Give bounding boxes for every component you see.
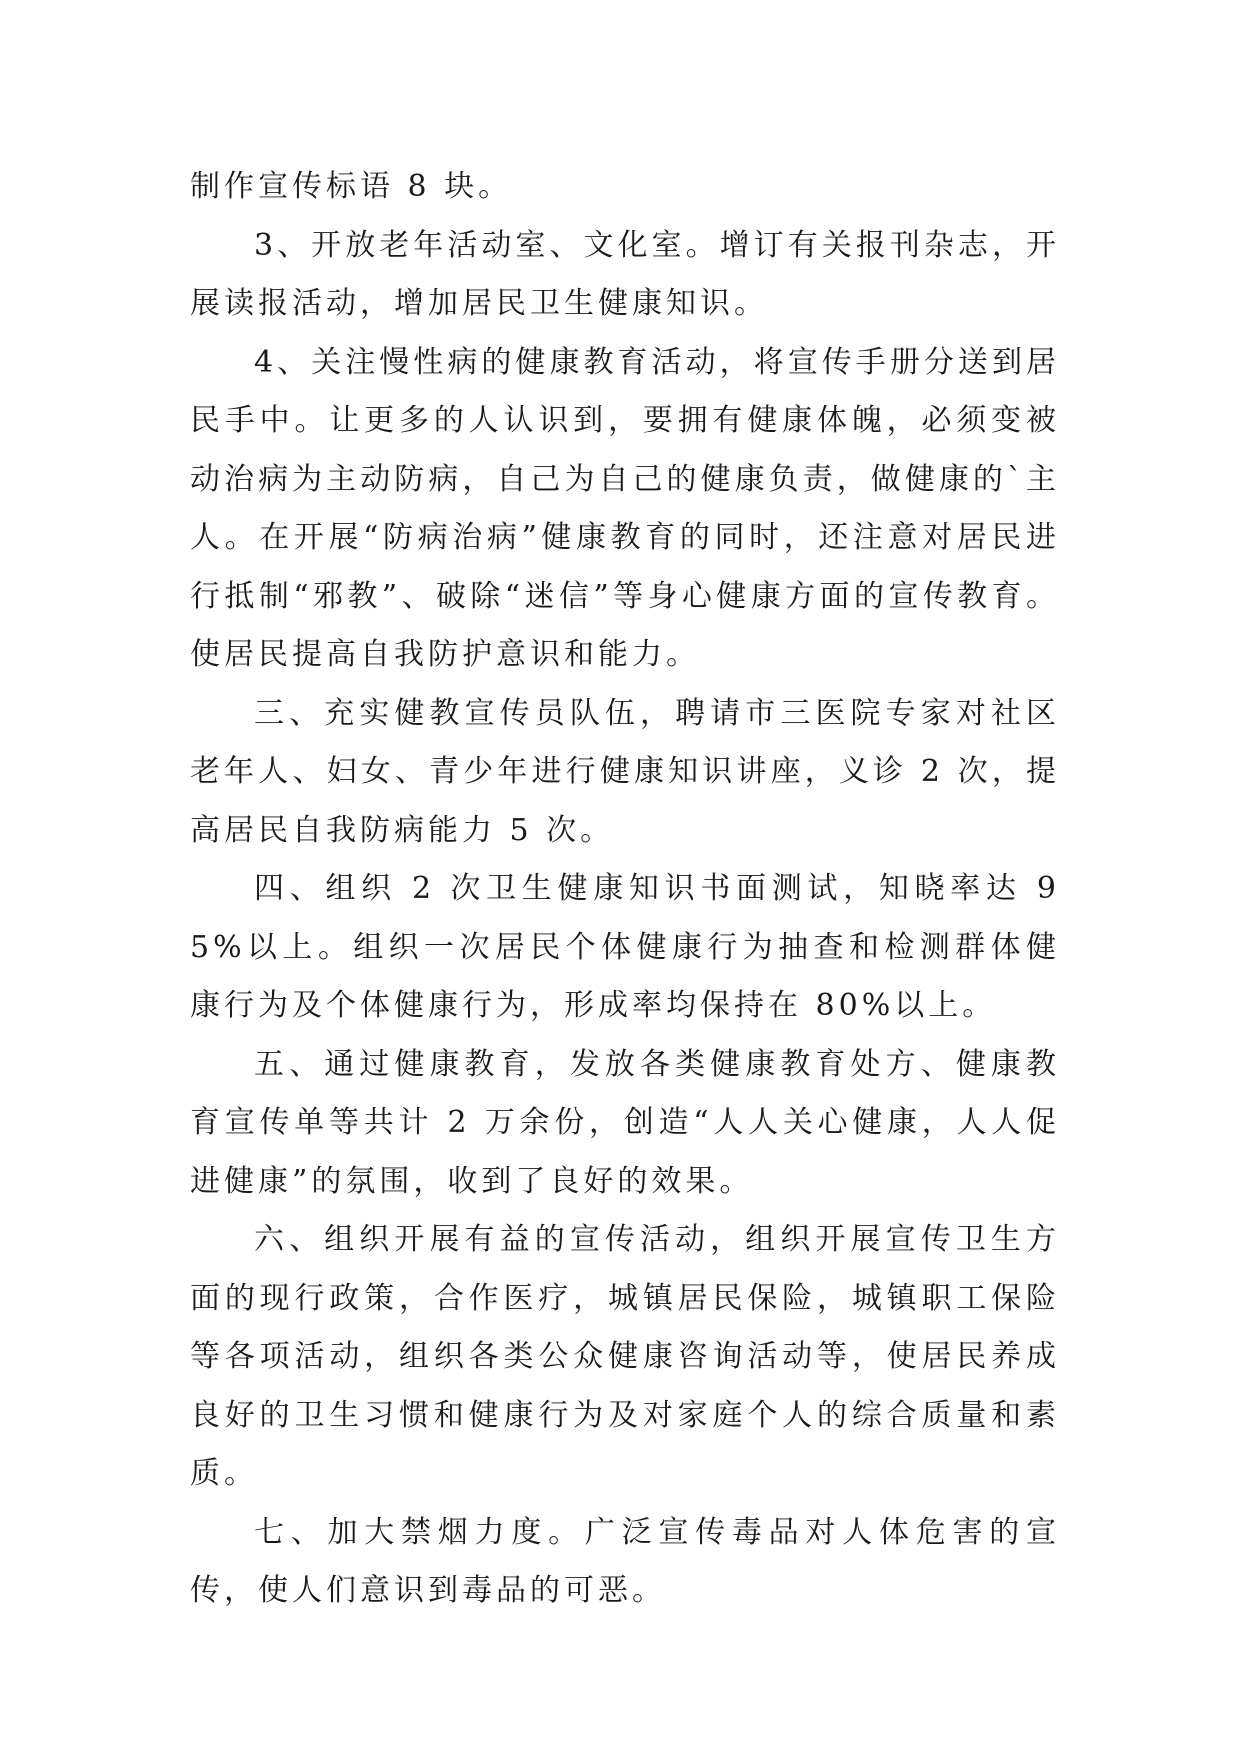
paragraph-section-7: 七、加大禁烟力度。广泛宣传毒品对人体危害的宣传，使人们意识到毒品的可恶。 [190, 1514, 1060, 1608]
paragraph-section-5: 五、通过健康教育，发放各类健康教育处方、健康教育宣传单等共计 2 万余份，创造“人人关心健康，人人促进健康”的氛围，收到了良好的效果。 [190, 1046, 1060, 1199]
paragraph-section-4: 四、组织 2 次卫生健康知识书面测试，知晓率达 95%以上。组织一次居民个体健康行为抽查和检测群体健康行为及个体健康行为，形成率均保持在 80%以上。 [190, 871, 1060, 1023]
paragraph-section-3: 三、充实健教宣传员队伍，聘请市三医院专家对社区老年人、妇女、青少年进行健康知识讲座，义诊 2 次，提高居民自我防病能力 5 次。 [190, 695, 1060, 848]
document-body [190, 158, 1060, 1621]
paragraph-slogans: 制作宣传标语 8 块。 [190, 169, 513, 204]
paragraph-item-3: 3、开放老年活动室、文化室。增订有关报刊杂志，开展读报活动，增加居民卫生健康知识。 [190, 227, 1060, 321]
paragraph-section-6: 六、组织开展有益的宣传活动，组织开展宣传卫生方面的现行政策，合作医疗，城镇居民保险，城镇职工保险等各项活动，组织各类公众健康咨询活动等，使居民养成良好的卫生习惯和健康行为及对家庭个人的综合质量和素质。 [190, 1222, 1060, 1491]
paragraph-item-4: 4、关注慢性病的健康教育活动，将宣传手册分送到居民手中。让更多的人认识到，要拥有健康体魄，必须变被动治病为主动防病，自己为自己的健康负责，做健康的`主人。在开展“防病治病”健康教育的同时，还注意对居民进行抵制“邪教”、破除“迷信”等身心健康方面的宣传教育。使居民提高自我防护意识和能力。 [190, 344, 1060, 672]
